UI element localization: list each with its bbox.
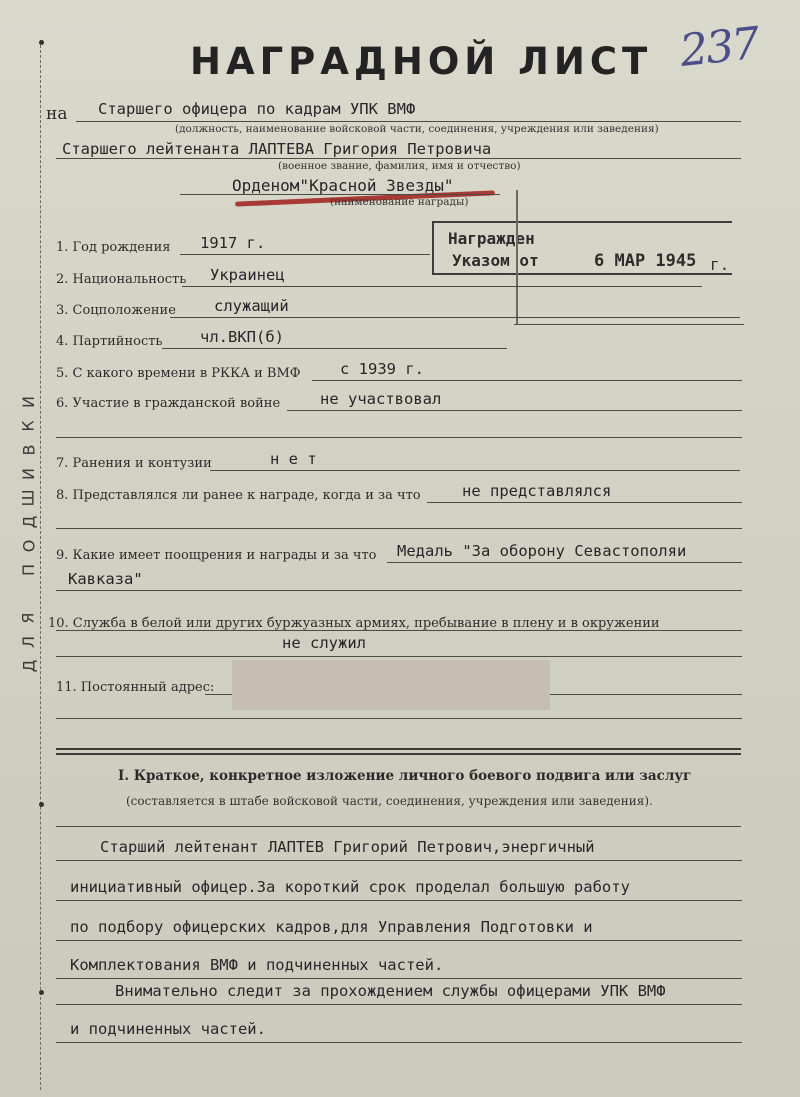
section-caption: (составляется в штабе войсковой части, соединения, учреждения или заведения). xyxy=(126,794,653,808)
name-caption: (военное звание, фамилия, имя и отчество) xyxy=(278,160,521,172)
field-label-9: 9. Какие имеет поощрения и награды и за что xyxy=(56,548,377,563)
side-text-char: Л xyxy=(19,635,38,649)
narrative-line-4: Комплектования ВМФ и подчиненных частей. xyxy=(70,956,444,974)
side-text-char: В xyxy=(18,444,38,456)
side-text-char: Д xyxy=(19,659,38,673)
section-title: I. Краткое, конкретное изложение личного боевого подвига или заслуг xyxy=(118,768,692,784)
field-label-4: 4. Партийность xyxy=(56,334,163,349)
narrative-rule xyxy=(56,1004,742,1005)
field-label-11: 11. Постоянный адрес: xyxy=(56,680,215,695)
field-label-8: 8. Представлялся ли ранее к награде, когда и за что xyxy=(56,488,421,503)
award-stamp xyxy=(432,221,732,275)
stamp-decree: Указом от xyxy=(452,251,539,270)
field-label-6: 6. Участие в гражданской войне xyxy=(56,396,281,411)
field-label-3: 3. Соцположение xyxy=(56,303,176,318)
field-underline xyxy=(182,286,702,287)
recipient-position: Старшего офицера по кадрам УПК ВМФ xyxy=(98,100,416,118)
blank-ruled-line xyxy=(56,437,742,438)
award-caption: (наименование награды) xyxy=(330,196,469,208)
field-underline xyxy=(427,502,742,503)
award-name: Орденом"Красной Звезды" xyxy=(232,176,454,195)
field-underline xyxy=(170,317,740,318)
field-underline xyxy=(162,348,507,349)
side-text-char: И xyxy=(19,396,38,408)
narrative-line-5: Внимательно следит за прохождением службы офицерами УПК ВМФ xyxy=(115,982,666,1000)
blank-ruled-line xyxy=(56,528,742,529)
recipient-name: Старшего лейтенанта ЛАПТЕВА Григория Петровича xyxy=(62,140,492,158)
field-value-3: служащий xyxy=(214,297,289,315)
side-text-char: Я xyxy=(19,612,38,624)
field-underline xyxy=(287,410,742,411)
field-underline xyxy=(180,254,430,255)
field-underline xyxy=(210,470,740,471)
side-text-char: К xyxy=(18,420,38,432)
narrative-line-3: по подбору офицерских кадров,для Управления Подготовки и xyxy=(70,918,593,936)
stamp-date: 6 МАР 1945 xyxy=(594,251,697,271)
field-label-1: 1. Год рождения xyxy=(56,240,171,255)
field-value-10: не служил xyxy=(282,634,366,652)
narrative-line-1: Старший лейтенант ЛАПТЕВ Григорий Петрович,энергичный xyxy=(100,838,595,856)
binding-hole-top xyxy=(39,40,44,45)
side-text-char: И xyxy=(19,468,38,480)
narrative-line-6: и подчиненных частей. xyxy=(70,1020,266,1038)
narrative-rule xyxy=(56,1042,742,1043)
field-label-10: 10. Служба в белой или других буржуазных армиях, пребывание в плену и в окружении xyxy=(48,616,660,631)
narrative-rule xyxy=(56,978,742,979)
field-value-1: 1917 г. xyxy=(200,234,266,252)
field-value-9: Медаль "За оборону Севастополяи xyxy=(397,542,687,560)
narrative-rule xyxy=(56,860,742,861)
side-text-char: Д xyxy=(19,515,38,529)
side-text-char: Ш xyxy=(18,489,38,507)
stamp-awarded: Награжден xyxy=(448,229,535,248)
field-value-2: Украинец xyxy=(210,266,285,284)
field-value-8: не представлялся xyxy=(462,482,612,500)
address-redaction xyxy=(232,660,550,710)
narrative-line-2: инициативный офицер.За короткий срок проделал большую работу xyxy=(70,878,630,896)
side-text-char: П xyxy=(19,563,38,577)
stamp-suffix: г. xyxy=(710,255,730,274)
field-value-5: с 1939 г. xyxy=(340,360,424,378)
narrative-rule xyxy=(56,900,742,901)
position-caption: (должность, наименование войсковой части, соединения, учреждения или заведения) xyxy=(175,123,659,135)
side-text-char: О xyxy=(19,539,38,553)
handwritten-number: 237 xyxy=(677,18,761,77)
field-value-4: чл.ВКП(б) xyxy=(200,328,284,346)
blank-ruled-line xyxy=(56,656,742,657)
field-underline xyxy=(312,380,742,381)
field-label-2: 2. Национальность xyxy=(56,272,187,287)
field-label-5: 5. С какого времени в РККА и ВМФ xyxy=(56,366,301,381)
side-text-binding xyxy=(14,390,44,678)
field-label-7: 7. Ранения и контузии xyxy=(56,456,212,471)
document-title: НАГРАДНОЙ ЛИСТ xyxy=(190,40,653,83)
field-value-9-cont: Кавказа" xyxy=(68,570,143,588)
field-underline xyxy=(387,562,742,563)
binding-hole-bottom xyxy=(39,990,44,995)
recipient-prefix: на xyxy=(46,104,68,124)
side-text-char xyxy=(17,591,41,596)
field-value-6: не участвовал xyxy=(320,390,442,408)
blank-ruled-line xyxy=(56,718,742,719)
field-value-7: н е т xyxy=(270,450,317,468)
blank-ruled-line xyxy=(56,630,742,631)
narrative-rule xyxy=(56,940,742,941)
stamp-side-line xyxy=(516,190,518,325)
blank-ruled-line xyxy=(56,590,742,591)
binding-hole-middle xyxy=(39,802,44,807)
